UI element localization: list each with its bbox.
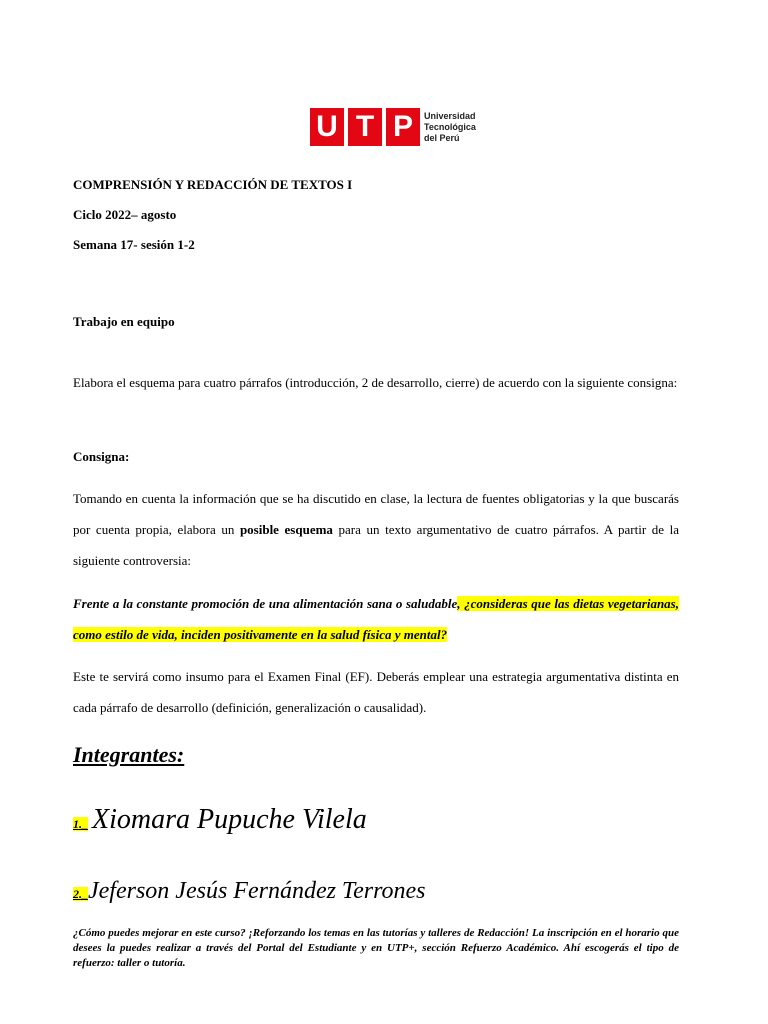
consigna-label: Consigna: [73,449,130,464]
week-label: Semana 17- sesión 1-2 [73,237,195,252]
section-title: Trabajo en equipo [73,314,175,329]
logo-text-line-3: del Perú [424,133,460,143]
member-number: 1._ [73,817,88,831]
logo-text-line-2: Tecnológica [424,122,476,132]
footer-note: ¿Cómo puedes mejorar en este curso? ¡Reforzando los temas en las tutorías y talleres de Redacción! La inscripción en el horario que desees la puedes realizar a través del Portal del Estudiante y en UTP+, sección Refuerzo Académico. Ahí escogerás el tipo de refuerzo: taller o tutoría. [73,927,679,969]
member-2 [73,878,426,905]
member-name: Jeferson Jesús Fernández Terrones [88,878,426,904]
consigna-text-start: Tomando en cuenta la información que se ha discutido en clase, la lectura de fuentes obligatorias y la que buscarás por cuenta propia, elabora un [73,491,679,537]
controversy-highlighted-text: , ¿consideras que las dietas vegetarianas, como estilo de vida, inciden positivamente en la salud física y mental? [73,596,679,642]
member-number: 2._ [73,887,88,901]
cycle-label: Ciclo 2022– agosto [73,207,177,222]
consigna-bold-phrase: posible esquema [239,522,333,537]
instructions-paragraph: Elabora el esquema para cuatro párrafos (introducción, 2 de desarrollo, cierre) de acuerdo con la siguiente consigna: [73,375,678,390]
member-1 [73,804,367,836]
logo-university-name [424,111,476,144]
members-title: Integrantes: [73,742,185,767]
consigna-text-end: para un texto argumentativo de cuatro párrafos. A partir de la siguiente controversia: [73,522,680,568]
utp-logo [310,108,475,148]
logo-letter-p: P [386,108,420,146]
course-title: COMPRENSIÓN Y REDACCIÓN DE TEXTOS I [73,177,353,192]
logo-letter-u: U [310,108,344,146]
final-note-paragraph: Este te servirá como insumo para el Examen Final (EF). Deberás emplear una estrategia argumentativa distinta en cada párrafo de desarrollo (definición, generalización o causalidad). [73,669,679,715]
controversy-question [73,588,679,650]
logo-letter-t: T [348,108,382,146]
logo-text-line-1: Universidad [424,111,476,121]
controversy-plain-text: Frente a la constante promoción de una alimentación sana o saludable [73,596,458,611]
member-name: Xiomara Pupuche Vilela [92,804,367,835]
consigna-paragraph [73,483,679,576]
